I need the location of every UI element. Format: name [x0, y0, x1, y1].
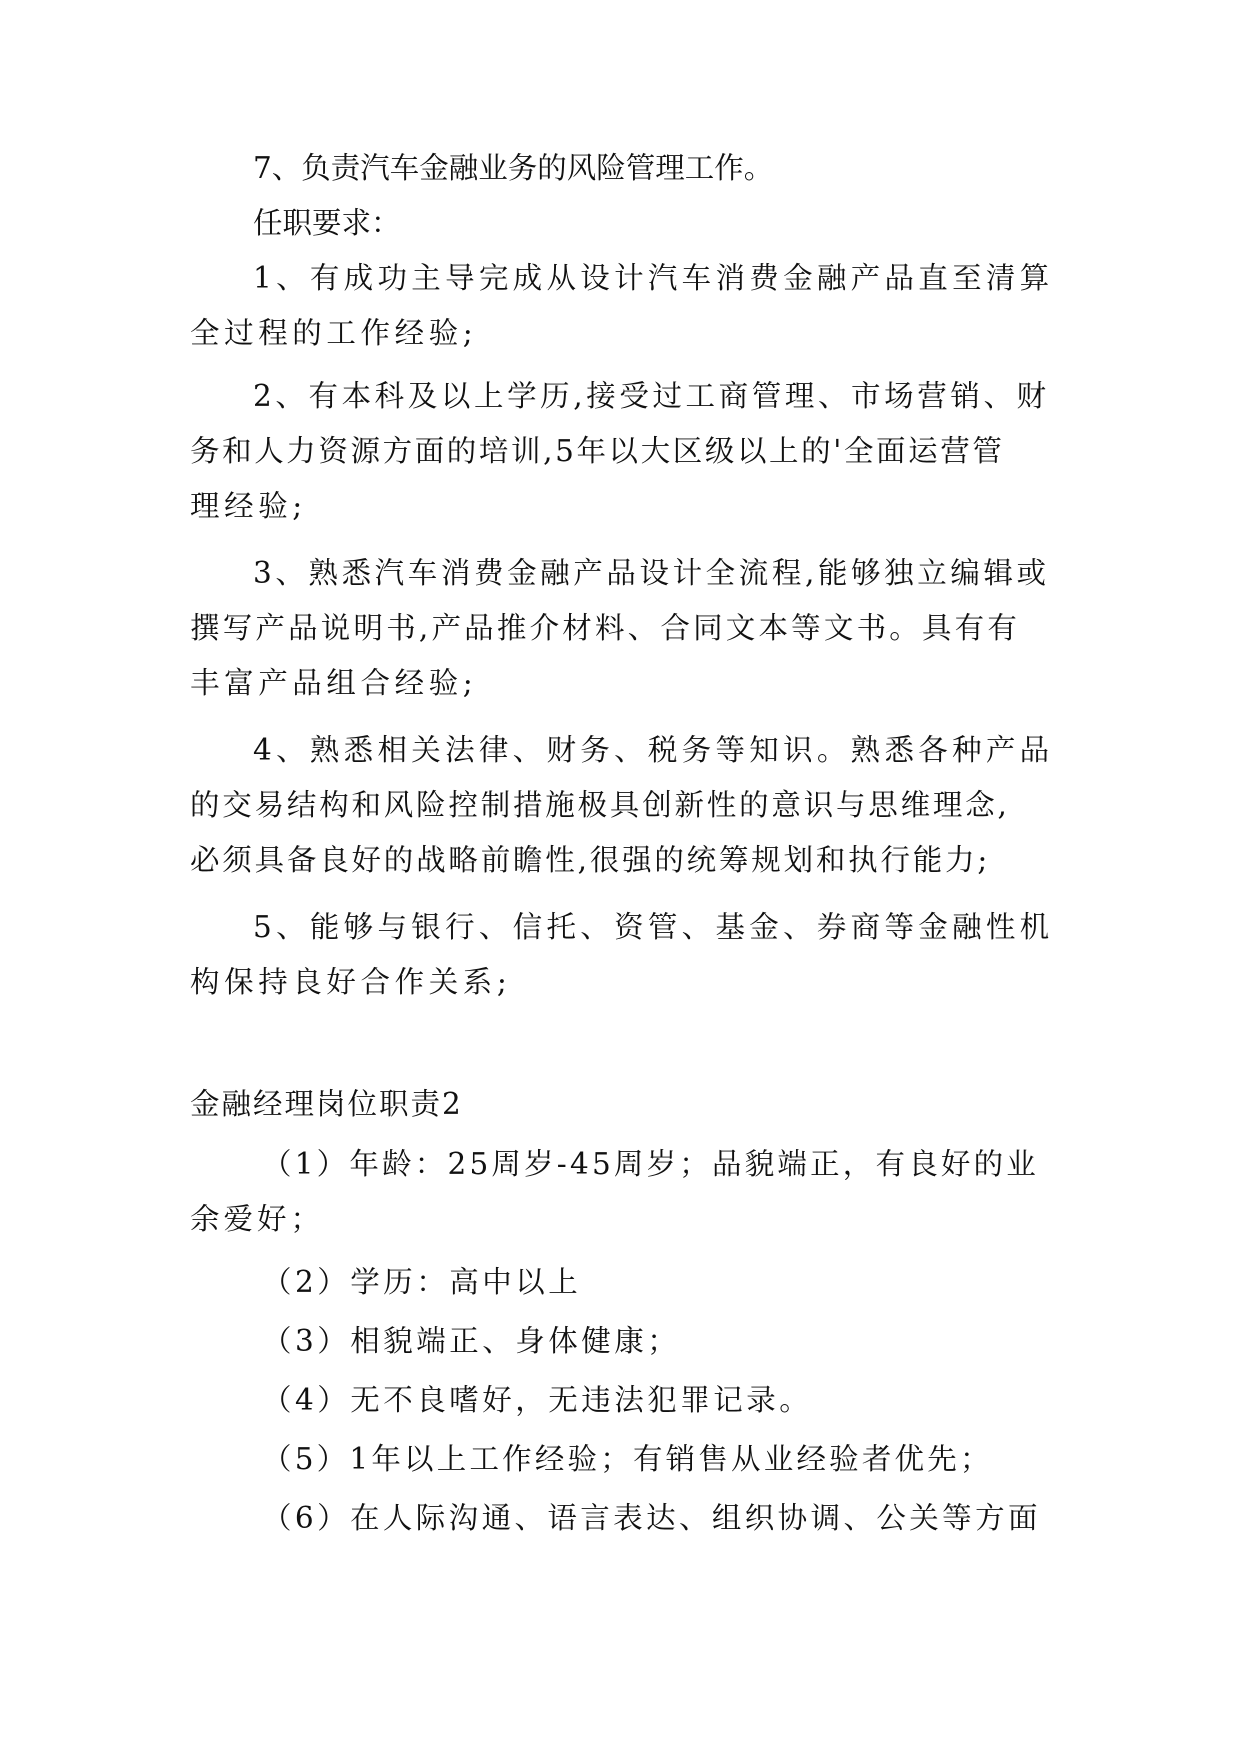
- condition-5: （5）1年以上工作经验；有销售从业经验者优先；: [262, 1442, 993, 1476]
- section-2-title: 金融经理岗位职责2: [190, 1087, 463, 1121]
- condition-2: （2）学历：高中以上: [262, 1265, 582, 1299]
- requirement-3-line-2: 撰写产品说明书,产品推介材料、合同文本等文书。具有有: [190, 611, 1021, 645]
- requirement-4-line-1: 4、熟悉相关法律、财务、税务等知识。熟悉各种产品: [253, 733, 1054, 767]
- condition-3: （3）相貌端正、身体健康；: [262, 1324, 681, 1358]
- paragraph-item-7: 7、负责汽车金融业务的风险管理工作。: [253, 151, 774, 185]
- requirement-1-line-1: 1、有成功主导完成从设计汽车消费金融产品直至清算: [253, 261, 1054, 295]
- requirement-1-line-2: 全过程的工作经验;: [190, 316, 478, 350]
- requirement-4-line-2: 的交易结构和风险控制措施极具创新性的意识与思维理念,: [190, 788, 1010, 822]
- requirement-3-line-1: 3、熟悉汽车消费金融产品设计全流程,能够独立编辑或: [253, 556, 1050, 590]
- condition-1-line-1: （1）年龄：25周岁-45周岁；品貌端正，有良好的业: [262, 1147, 1040, 1181]
- condition-6: （6）在人际沟通、语言表达、组织协调、公关等方面: [262, 1501, 1041, 1535]
- condition-1-line-2: 余爱好；: [190, 1202, 325, 1236]
- requirement-2-line-2: 务和人力资源方面的培训,5年以大区级以上的'全面运营管: [190, 434, 1005, 468]
- requirement-3-line-3: 丰富产品组合经验;: [190, 666, 478, 700]
- requirement-4-line-3: 必须具备良好的战略前瞻性,很强的统筹规划和执行能力;: [190, 843, 991, 877]
- requirements-heading: 任职要求：: [253, 206, 401, 240]
- requirement-5-line-2: 构保持良好合作关系;: [190, 965, 512, 999]
- requirement-2-line-3: 理经验;: [190, 489, 307, 523]
- requirement-2-line-1: 2、有本科及以上学历,接受过工商管理、市场营销、财: [253, 379, 1050, 413]
- condition-4: （4）无不良嗜好，无违法犯罪记录。: [262, 1383, 813, 1417]
- requirement-5-line-1: 5、能够与银行、信托、资管、基金、券商等金融性机: [253, 910, 1054, 944]
